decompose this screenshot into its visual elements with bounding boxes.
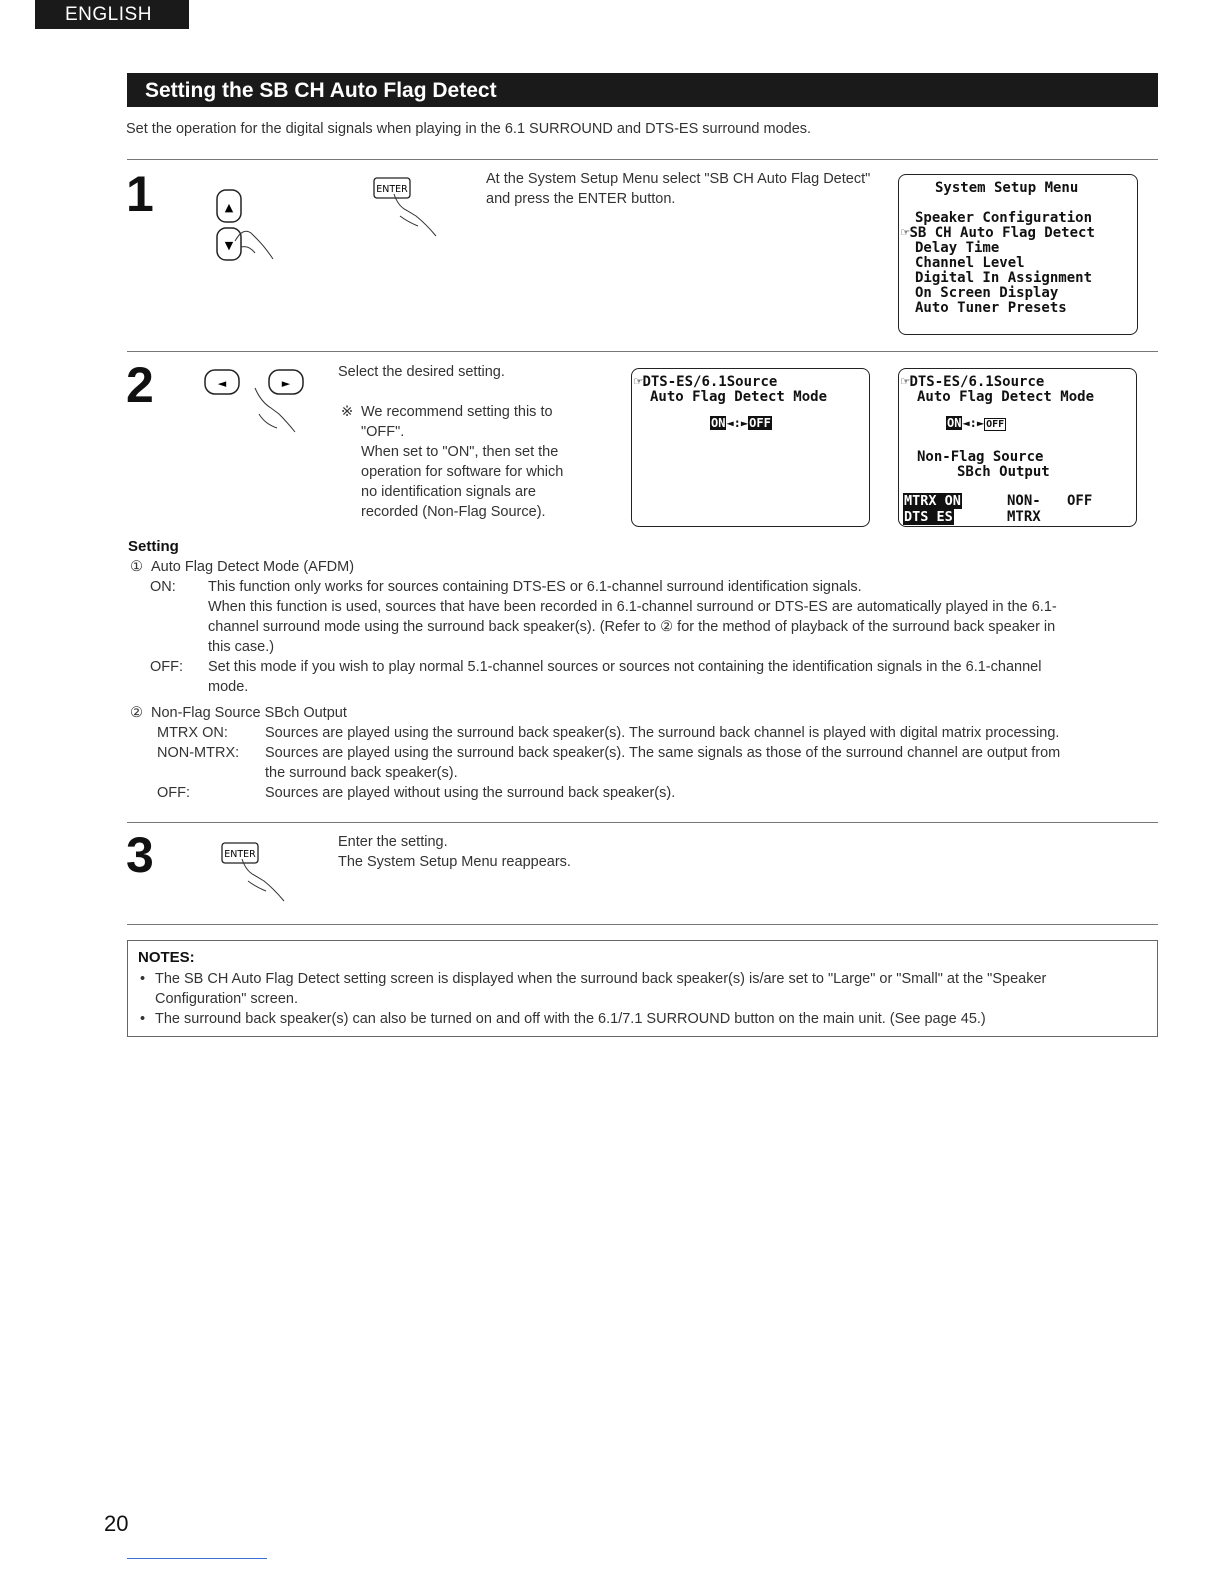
on-description: This function only works for sources containing DTS-ES or 6.1-channel surround identification signals.: [208, 579, 862, 595]
page-number: 20: [104, 1511, 129, 1536]
off-sbch-label: OFF:: [157, 785, 191, 801]
selector-arrows-icon: ◄:►: [726, 416, 749, 430]
setting-heading: Setting: [128, 538, 179, 555]
divider: [127, 924, 1158, 925]
step-2-note-line: recorded (Non-Flag Source).: [361, 504, 546, 520]
on-label: ON:: [150, 579, 176, 595]
menu-item: Digital In Assignment: [915, 270, 1093, 286]
afdm-screen-b: ☞DTS-ES/6.1Source Auto Flag Detect Mode ON◄:► OFF Non-Flag Source SBch Output MTRX ON DTS ES NON- MTRX OFF: [898, 368, 1137, 527]
step-2-note-line: operation for software for which: [361, 464, 564, 480]
dts-es-option: DTS ES: [904, 509, 953, 525]
off-description: Set this mode if you wish to play normal 5.1-channel sources or sources not containing the identification signals in the 6.1-channel: [208, 659, 1042, 675]
bullet-icon: •: [140, 1011, 146, 1027]
on-option: ON: [711, 416, 726, 430]
step-2-note-line: When set to "ON", then set the: [361, 444, 559, 460]
divider: [127, 822, 1158, 823]
step-2-note-line: no identification signals are: [361, 484, 536, 500]
language-tab: ENGLISH: [35, 0, 189, 29]
notes-title: NOTES:: [138, 949, 195, 966]
enter-label: ENTER: [224, 849, 256, 860]
on-description: When this function is used, sources that have been recorded in 6.1-channel surround or DTS-ES are automatically played in the 6.1-: [208, 599, 1057, 615]
step-3-text: Enter the setting.: [338, 834, 448, 850]
down-arrow-icon: ▼: [224, 239, 234, 252]
off-sbch-description: Sources are played without using the surround back speaker(s).: [265, 785, 676, 801]
left-right-buttons-icon: [203, 366, 313, 446]
step-2-number: 2: [126, 357, 154, 413]
cursor-icon: ☞: [634, 374, 643, 390]
note-1: The SB CH Auto Flag Detect setting screen is displayed when the surround back speaker(s) is/are set to "Large" or "Small" at the "Speaker: [155, 971, 1047, 987]
on-description: this case.): [208, 639, 275, 655]
divider: [127, 159, 1158, 160]
enter-button-hand-icon: [372, 176, 452, 241]
item-2-title: Non-Flag Source SBch Output: [151, 705, 347, 721]
non-mtrx-description: Sources are played using the surround back speaker(s). The same signals as those of the surround channel are output from: [265, 745, 1061, 761]
mtrx-on-label: MTRX ON:: [157, 725, 228, 741]
step-1-text: At the System Setup Menu select "SB CH Auto Flag Detect" and press the ENTER button.: [486, 171, 871, 207]
step-2-note-line: We recommend setting this to: [361, 404, 553, 420]
off-label: OFF:: [150, 659, 184, 675]
menu-item: Speaker Configuration: [915, 210, 1093, 226]
non-mtrx-label: NON-MTRX:: [157, 745, 240, 761]
intro-text: Set the operation for the digital signals when playing in the 6.1 SURROUND and DTS-ES surround modes.: [126, 121, 812, 137]
item-1-marker: ①: [130, 559, 143, 575]
up-down-buttons-icon: [205, 187, 285, 267]
cursor-icon: ☞: [901, 374, 910, 390]
bullet-icon: •: [140, 971, 146, 987]
menu-item: Channel Level: [915, 255, 1025, 271]
note-1: Configuration" screen.: [155, 991, 298, 1007]
enter-button-hand-icon: [220, 841, 300, 906]
notes-box: [127, 940, 1158, 1037]
system-menu-title: System Setup Menu: [935, 180, 1079, 196]
item-2-marker: ②: [130, 705, 143, 721]
menu-item: Auto Tuner Presets: [915, 300, 1067, 316]
menu-item: Delay Time: [915, 240, 1000, 256]
divider: [127, 351, 1158, 352]
menu-item-selected: SB CH Auto Flag Detect: [909, 225, 1095, 241]
section-title: Setting the SB CH Auto Flag Detect: [127, 73, 1158, 107]
right-arrow-icon: ►: [281, 377, 291, 390]
off-option: OFF: [986, 419, 1005, 430]
off-description: mode.: [208, 679, 249, 695]
step-2-text: Select the desired setting.: [338, 364, 505, 380]
menu-item: On Screen Display: [915, 285, 1059, 301]
up-arrow-icon: ▲: [224, 201, 234, 214]
left-arrow-icon: ◄: [217, 377, 227, 390]
afdm-screen-a: ☞DTS-ES/6.1Source Auto Flag Detect Mode ON◄:►OFF: [631, 368, 870, 527]
step-3-number: 3: [126, 827, 154, 883]
note-mark: ※: [341, 404, 354, 420]
step-3-text: The System Setup Menu reappears.: [338, 854, 571, 870]
item-1-title: Auto Flag Detect Mode (AFDM): [151, 559, 355, 575]
off-sbch-option: OFF: [1067, 493, 1093, 509]
step-1-number: 1: [126, 166, 154, 222]
footer-line: [127, 1558, 267, 1559]
mtrx-on-description: Sources are played using the surround back speaker(s). The surround back channel is played with digital matrix processing.: [265, 725, 1060, 741]
selector-arrows-icon: ◄:►: [962, 416, 985, 430]
system-setup-menu-screen: [898, 174, 1138, 335]
enter-label: ENTER: [376, 184, 408, 195]
cursor-icon: ☞: [901, 225, 910, 241]
off-option-selected: OFF: [749, 416, 771, 430]
step-2-note-line: "OFF".: [361, 424, 405, 440]
on-option-selected: ON: [947, 416, 962, 430]
on-description: channel surround mode using the surround back speaker(s). (Refer to ② for the method of playback of the surround back speaker in: [208, 619, 1056, 635]
non-mtrx-description: the surround back speaker(s).: [265, 765, 458, 781]
non-mtrx-option: NON-: [1007, 493, 1041, 509]
mtrx-on-option: MTRX ON: [904, 493, 961, 509]
note-2: The surround back speaker(s) can also be turned on and off with the 6.1/7.1 SURROUND button on the main unit. (See page 45.): [155, 1011, 986, 1027]
